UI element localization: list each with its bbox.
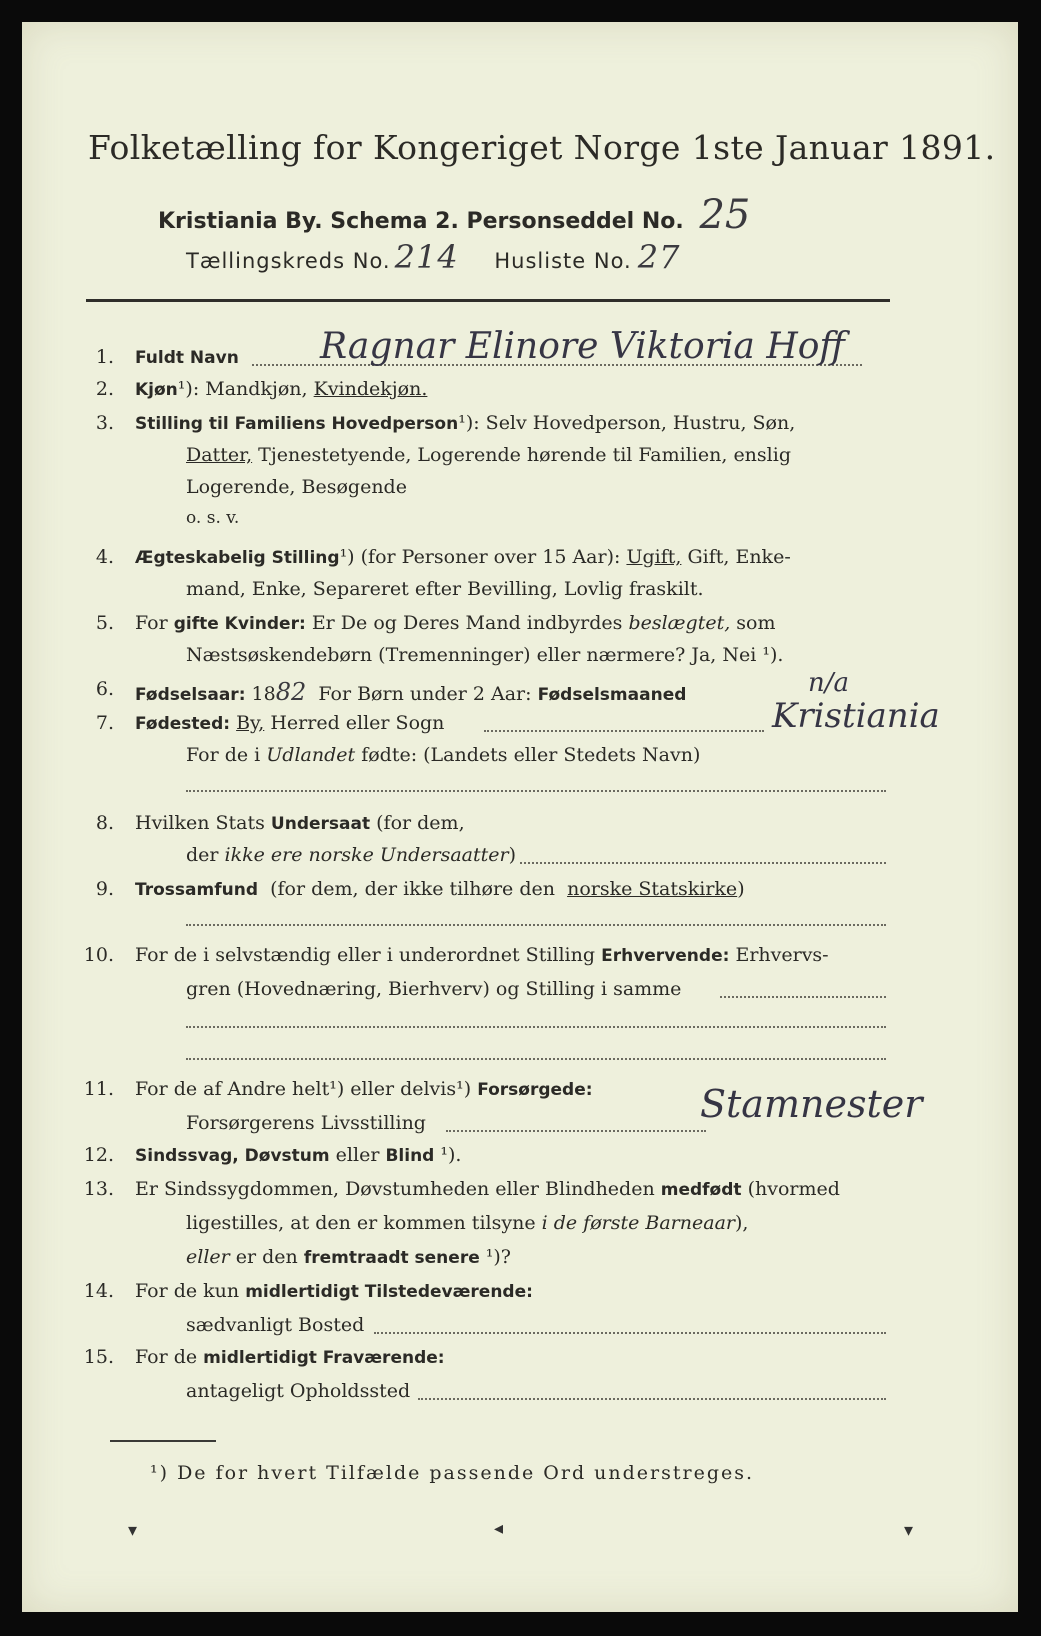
footnote-divider bbox=[110, 1440, 216, 1442]
family-position-line-1: Stilling til Familiens Hovedperson¹): Selv Hovedperson, Hustru, Søn, bbox=[135, 412, 796, 434]
dotted-line bbox=[186, 924, 886, 926]
family-position-line-4: o. s. v. bbox=[186, 508, 240, 528]
kinship-line-2: Næstsøskendebørn (Tremenninger) eller nærmere? Ja, Nei ¹). bbox=[186, 644, 784, 666]
selected-gender: Kvindekjøn. bbox=[313, 378, 428, 400]
religion-line: Trossamfund (for dem, der ikke tilhøre den norske Statskirke) bbox=[135, 878, 745, 900]
item-number: 14. bbox=[83, 1280, 114, 1302]
corner-mark: ▾ bbox=[904, 1520, 914, 1541]
personseddel-label: Kristiania By. Schema 2. Personseddel No. bbox=[158, 209, 684, 234]
item-number: 4. bbox=[95, 546, 114, 568]
form-title: Folketælling for Kongeriget Norge 1ste Januar 1891. bbox=[88, 128, 996, 167]
full-name-answer: Ragnar Elinore Viktoria Hoff bbox=[320, 326, 845, 367]
citizenship-line-1: Hvilken Stats Undersaat (for dem, bbox=[135, 812, 465, 834]
birthplace-line-2: For de i Udlandet fødte: (Landets eller Stedets Navn) bbox=[186, 744, 701, 766]
family-position-line-3: Logerende, Besøgende bbox=[186, 476, 407, 498]
item-number: 9. bbox=[95, 878, 114, 900]
dotted-line bbox=[418, 1398, 886, 1400]
dotted-line bbox=[186, 1058, 886, 1060]
item-number: 3. bbox=[95, 412, 114, 434]
item-number: 8. bbox=[95, 812, 114, 834]
corner-mark: ▾ bbox=[128, 1520, 138, 1541]
dotted-line bbox=[720, 996, 886, 998]
kreds-label: Tællingskreds No. bbox=[186, 249, 391, 273]
dotted-line bbox=[186, 1026, 886, 1028]
dotted-line bbox=[186, 790, 886, 792]
birth-month-answer: n/a bbox=[808, 668, 850, 698]
item-number: 1. bbox=[95, 346, 114, 368]
temporary-present-line-2: sædvanligt Bosted bbox=[186, 1314, 365, 1336]
item-number: 13. bbox=[83, 1178, 114, 1200]
gender-line: Kjøn¹): Mandkjøn, Kvindekjøn. bbox=[135, 378, 428, 400]
item-number: 12. bbox=[83, 1144, 114, 1166]
marital-status-line-1: Ægteskabelig Stilling¹) (for Personer over 15 Aar): Ugift, Gift, Enke- bbox=[135, 546, 791, 568]
birthplace-answer: Kristiania bbox=[772, 696, 940, 736]
dotted-line bbox=[484, 730, 764, 732]
dotted-line bbox=[446, 1130, 706, 1132]
selected-religion: norske Statskirke bbox=[567, 878, 738, 900]
marital-status-line-2: mand, Enke, Separeret efter Bevilling, Lovlig fraskilt. bbox=[186, 578, 704, 600]
kreds-line bbox=[186, 238, 680, 276]
item-number: 15. bbox=[83, 1346, 114, 1368]
item-number: 6. bbox=[95, 678, 114, 700]
support-line-1: For de af Andre helt¹) eller delvis¹) Forsørgede: bbox=[135, 1078, 593, 1100]
congenital-line-2: ligestilles, at den er kommen tilsyne i de første Barneaar), bbox=[186, 1212, 749, 1234]
temporary-present-line-1: For de kun midlertidigt Tilstedeværende: bbox=[135, 1280, 533, 1302]
item-number: 11. bbox=[83, 1078, 114, 1100]
item-number: 10. bbox=[83, 944, 114, 966]
citizenship-line-2: der ikke ere norske Undersaatter) bbox=[186, 844, 517, 866]
personseddel-number: 25 bbox=[699, 192, 751, 238]
form-subtitle bbox=[158, 192, 750, 238]
kinship-line-1: For gifte Kvinder: Er De og Deres Mand indbyrdes beslægtet, som bbox=[135, 612, 776, 634]
occupation-line-2: gren (Hovednæring, Bierhverv) og Stilling i samme bbox=[186, 978, 682, 1000]
selected-birthplace-type: By, bbox=[236, 712, 265, 734]
center-mark: ◂ bbox=[494, 1518, 504, 1539]
footnote: ¹) De for hvert Tilfælde passende Ord understreges. bbox=[150, 1462, 755, 1484]
birth-year-line: Fødselsaar: 1882 For Børn under 2 Aar: Fødselsmaaned bbox=[135, 678, 687, 706]
occupation-line-1: For de i selvstændig eller i underordnet Stilling Erhvervende: Erhvervs- bbox=[135, 944, 829, 966]
congenital-line-3: eller er den fremtraadt senere ¹)? bbox=[186, 1246, 511, 1268]
full-name-label: Fuldt Navn bbox=[135, 348, 239, 368]
item-number: 7. bbox=[95, 712, 114, 734]
selected-position: Datter, bbox=[186, 444, 253, 466]
item-number: 5. bbox=[95, 612, 114, 634]
kreds-number: 214 bbox=[394, 238, 459, 276]
husliste-number: 27 bbox=[637, 238, 681, 276]
provider-occupation-answer: Stamnester bbox=[700, 1082, 923, 1126]
dotted-line bbox=[520, 862, 886, 864]
dotted-line bbox=[374, 1332, 886, 1334]
support-line-2: Forsørgerens Livsstilling bbox=[186, 1112, 426, 1134]
temporary-absent-line-2: antageligt Opholdssted bbox=[186, 1380, 411, 1402]
husliste-label: Husliste No. bbox=[494, 249, 632, 273]
header-divider bbox=[86, 299, 890, 302]
congenital-line-1: Er Sindssygdommen, Døvstumheden eller Blindheden medfødt (hvormed bbox=[135, 1178, 840, 1200]
birthplace-line-1: Fødested: By, Herred eller Sogn bbox=[135, 712, 445, 734]
birth-year-answer: 82 bbox=[275, 678, 307, 706]
temporary-absent-line-1: For de midlertidigt Fraværende: bbox=[135, 1346, 445, 1368]
family-position-line-2: Datter, Tjenestetyende, Logerende hørende til Familien, enslig bbox=[186, 444, 791, 466]
selected-marital-status: Ugift, bbox=[626, 546, 682, 568]
disability-line: Sindssvag, Døvstum eller Blind ¹). bbox=[135, 1144, 462, 1166]
item-number: 2. bbox=[95, 378, 114, 400]
